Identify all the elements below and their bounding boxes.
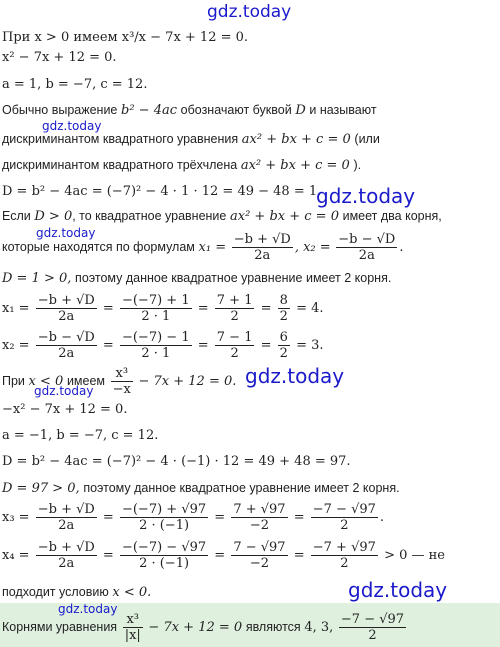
fraction: $\frac{-(-7) + 1}{2 \cdot 1}$ bbox=[121, 293, 190, 324]
math: D = 97 > 0, bbox=[2, 481, 80, 496]
text: Корнями уравнения bbox=[2, 619, 118, 634]
line-equation-1: x² − 7x + 12 = 0. bbox=[2, 50, 117, 65]
result: = 3. bbox=[296, 338, 324, 353]
watermark-2: gdz.today bbox=[316, 184, 416, 208]
fraction: $\frac{7 + √97}{-2}$ bbox=[233, 502, 286, 533]
line-discriminant-def-3 bbox=[2, 157, 361, 173]
text: подходит условию bbox=[2, 585, 109, 599]
fraction: $\frac{\text{x³}}{|x|}$ bbox=[124, 612, 141, 643]
end: . bbox=[379, 510, 385, 525]
math: ax² + bx + c = 0 bbox=[230, 209, 339, 224]
fraction: $\frac{-b + √D}{2a}$ bbox=[37, 293, 95, 324]
line-coefficients-2: a = −1, b = −7, c = 12. bbox=[2, 428, 159, 443]
line-root-x3: x₃ = $\frac{-b + √D}{2a}$ = $\frac{-(-7) + √97}{2 \cdot (-1)}$ = $\frac{7 + √97}{-2}$ = $\frac{-7 - √97}{2}$ . bbox=[2, 502, 385, 533]
math: x < 0. bbox=[112, 585, 152, 600]
math: − 7x + 12 = 0 bbox=[148, 619, 243, 635]
line-d-positive-1 bbox=[2, 270, 391, 286]
line-equation-2: −x² − 7x + 12 = 0. bbox=[2, 402, 128, 417]
text: поэтому данное квадратное уравнение имеет 2 корня. bbox=[75, 271, 392, 285]
watermark-6: gdz.today bbox=[348, 578, 448, 602]
line-cut-top: При x > 0 имеем x³/x − 7x + 12 = 0. bbox=[2, 30, 249, 44]
fraction: $\frac{-b - √D}{2a}$ bbox=[37, 330, 95, 361]
text: поэтому данное квадратное уравнение имеет 2 корня. bbox=[83, 481, 400, 495]
math: − 7x + 12 = 0. bbox=[138, 373, 237, 389]
text: дискриминантом квадратного трёхчлена bbox=[2, 158, 238, 172]
text: ). bbox=[353, 158, 362, 172]
line-d-positive-2 bbox=[2, 480, 400, 496]
text: являются bbox=[245, 619, 301, 634]
text: дискриминантом квадратного уравнения bbox=[2, 132, 239, 146]
watermark-3: gdz.today bbox=[36, 226, 96, 240]
fraction: $\frac{6}{2}$ bbox=[279, 330, 288, 361]
watermark-5: gdz.today bbox=[34, 384, 94, 398]
math: b² − 4ac bbox=[121, 103, 178, 118]
lhs: x₃ = bbox=[2, 510, 30, 525]
line-discriminant-def-1 bbox=[2, 102, 377, 118]
math: D = 1 > 0, bbox=[2, 271, 72, 286]
line-root-x1: x₁ = $\frac{-b + √D}{2a}$ = $\frac{-(-7) + 1}{2 \cdot 1}$ = $\frac{7 + 1}{2}$ = $\frac{8}{2}$ = 4. bbox=[2, 293, 324, 324]
line-discriminant-2: D = b² − 4ac = (−7)² − 4 · (−1) · 12 = 49 + 48 = 97. bbox=[2, 454, 351, 469]
text: При bbox=[2, 373, 25, 388]
line-root-x4: x₄ = $\frac{-b + √D}{2a}$ = $\frac{-(-7) - √97}{2 \cdot (-1)}$ = $\frac{7 - √97}{-2}$ = $\frac{-7 + √97}{2}$ > 0 — не bbox=[2, 540, 445, 571]
watermark-4: gdz.today bbox=[245, 364, 345, 388]
lhs: x₄ = bbox=[2, 548, 30, 563]
line-discriminant-def-2 bbox=[2, 131, 380, 147]
text: Если bbox=[2, 209, 31, 223]
text: (или bbox=[354, 132, 380, 146]
fraction: $\frac{-(-7) + √97}{2 \cdot (-1)}$ bbox=[121, 502, 207, 533]
fraction: $\frac{-7 - √97}{2}$ bbox=[340, 612, 405, 643]
fraction: $\frac{-b + √D}{2a}$ bbox=[233, 232, 291, 263]
end: > 0 — не bbox=[384, 548, 445, 563]
line-root-x2: x₂ = $\frac{-b - √D}{2a}$ = $\frac{-(-7) - 1}{2 \cdot 1}$ = $\frac{7 - 1}{2}$ = $\frac{6}{2}$ = 3. bbox=[2, 330, 324, 361]
text: имеет два корня, bbox=[342, 209, 442, 223]
text: имеем bbox=[66, 373, 106, 388]
line-coefficients-1: a = 1, b = −7, c = 12. bbox=[2, 77, 148, 92]
math: D > 0 bbox=[34, 209, 73, 224]
text: , то квадратное уравнение bbox=[72, 209, 227, 223]
math: x₁ = bbox=[198, 239, 227, 255]
fraction: $\frac{-7 + √97}{2}$ bbox=[312, 540, 376, 571]
lhs: x₁ = bbox=[2, 301, 30, 316]
fraction: $\frac{8}{2}$ bbox=[279, 293, 288, 324]
math: x < 0 bbox=[28, 373, 64, 389]
text: Обычно выражение bbox=[2, 103, 118, 117]
roots: 4, 3, bbox=[304, 619, 334, 635]
fraction: $\frac{7 + 1}{2}$ bbox=[216, 293, 253, 324]
answer-line bbox=[2, 612, 408, 643]
lhs: x₂ = bbox=[2, 338, 30, 353]
math: , x₂ = bbox=[294, 239, 331, 255]
watermark-7: gdz.today bbox=[58, 602, 118, 616]
text: которые находятся по формулам bbox=[2, 239, 195, 254]
fraction: $\frac{\text{x³}}{-x}$ bbox=[112, 366, 131, 397]
line-roots-formula: которые находятся по формулам x₁ = $\frac{-b + √D}{2a}$ , x₂ = $\frac{-b - √D}{2a}$ . bbox=[2, 232, 404, 263]
watermark-1: gdz.today bbox=[42, 119, 102, 133]
fraction: $\frac{-b + √D}{2a}$ bbox=[37, 502, 95, 533]
math: ax² + bx + c = 0 bbox=[240, 158, 350, 173]
fraction: $\frac{7 - 1}{2}$ bbox=[216, 330, 253, 361]
math: D bbox=[295, 103, 306, 118]
line-roots-rule-1 bbox=[2, 208, 442, 224]
fraction: $\frac{-b + √D}{2a}$ bbox=[37, 540, 95, 571]
text: и называют bbox=[309, 103, 377, 117]
line-condition bbox=[2, 584, 151, 600]
text: обозначают буквой bbox=[180, 103, 292, 117]
result: = 4. bbox=[296, 301, 324, 316]
math: ax² + bx + c = 0 bbox=[241, 132, 351, 147]
line-discriminant-1: D = b² − 4ac = (−7)² − 4 · 1 · 12 = 49 − 48 = 1. bbox=[2, 184, 322, 199]
fraction: $\frac{-(-7) - 1}{2 \cdot 1}$ bbox=[121, 330, 190, 361]
fraction: $\frac{-7 - √97}{2}$ bbox=[312, 502, 376, 533]
fraction: $\frac{-(-7) - √97}{2 \cdot (-1)}$ bbox=[121, 540, 207, 571]
fraction: $\frac{7 - √97}{-2}$ bbox=[233, 540, 286, 571]
watermark-top: gdz.today bbox=[207, 2, 292, 22]
fraction: $\frac{-b - √D}{2a}$ bbox=[338, 232, 396, 263]
